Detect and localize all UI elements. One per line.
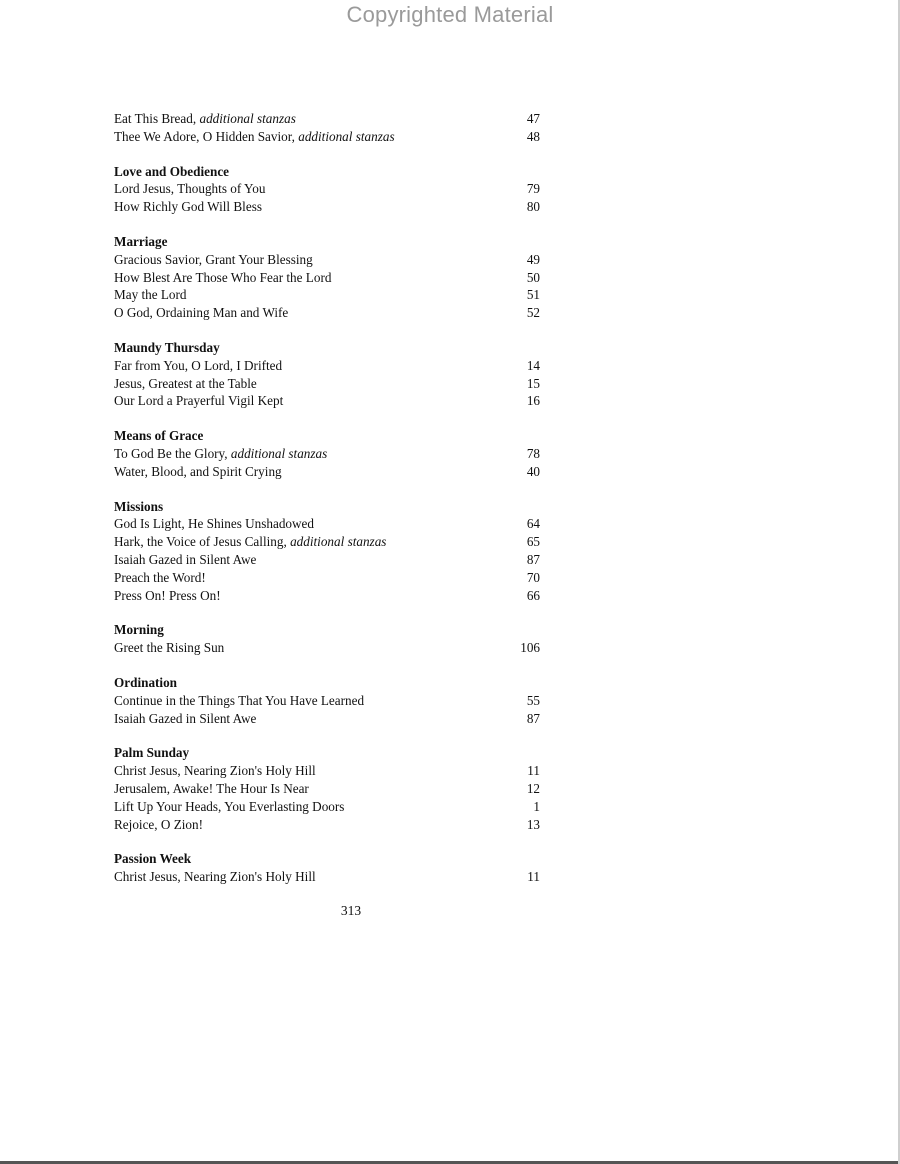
index-entry xyxy=(114,692,540,710)
entry-title: Hark, the Voice of Jesus Calling, xyxy=(114,534,291,550)
entry-title: Jerusalem, Awake! The Hour Is Near xyxy=(114,780,309,796)
entry-title: Far from You, O Lord, I Drifted xyxy=(114,357,283,373)
entry-title: O God, Ordaining Man and Wife xyxy=(114,305,289,321)
index-entry xyxy=(114,392,540,410)
hymn-number: 87 xyxy=(526,551,540,567)
hymn-number: 65 xyxy=(526,534,540,550)
section-heading: Love and Obedience xyxy=(114,163,230,179)
hymn-number: 40 xyxy=(526,463,540,479)
index-entry xyxy=(114,286,540,304)
index-entry xyxy=(114,780,540,798)
index-entry xyxy=(114,587,540,605)
entry-title: Gracious Savior, Grant Your Blessing xyxy=(114,251,313,267)
hymn-number: 12 xyxy=(526,780,540,796)
hymn-number: 16 xyxy=(526,393,540,409)
section-heading: Means of Grace xyxy=(114,428,204,444)
index-entry xyxy=(114,251,540,269)
hymn-number: 70 xyxy=(526,569,540,585)
hymn-number: 11 xyxy=(527,869,540,885)
continued-entries xyxy=(114,110,540,146)
index-section xyxy=(114,850,540,886)
index-section xyxy=(114,621,540,657)
section-heading: Palm Sunday xyxy=(114,745,190,761)
hymn-number: 48 xyxy=(526,128,540,144)
index-entry xyxy=(114,551,540,569)
hymn-number: 64 xyxy=(526,516,540,532)
entry-title: Isaiah Gazed in Silent Awe xyxy=(114,710,257,726)
hymn-number: 55 xyxy=(526,692,540,708)
section-heading: Passion Week xyxy=(114,851,192,867)
entry-title: Isaiah Gazed in Silent Awe xyxy=(114,551,257,567)
hymn-number: 80 xyxy=(526,199,540,215)
index-entry xyxy=(114,463,540,481)
index-section xyxy=(114,674,540,727)
hymn-number: 106 xyxy=(520,640,540,656)
section-heading: Ordination xyxy=(114,674,178,690)
hymn-number: 66 xyxy=(526,587,540,603)
hymn-number: 14 xyxy=(526,357,540,373)
index-entry xyxy=(114,357,540,375)
index-section xyxy=(114,498,540,605)
index-section xyxy=(114,233,540,322)
index-entry xyxy=(114,375,540,393)
entry-title: Water, Blood, and Spirit Crying xyxy=(114,463,282,479)
index-entry xyxy=(114,798,540,816)
entry-title: God Is Light, He Shines Unshadowed xyxy=(114,516,314,532)
index-entry xyxy=(114,198,540,216)
hymn-number: 50 xyxy=(526,269,540,285)
entry-title: How Blest Are Those Who Fear the Lord xyxy=(114,269,332,285)
entry-title: Jesus, Greatest at the Table xyxy=(114,375,257,391)
section-heading: Marriage xyxy=(114,233,168,249)
index-entry xyxy=(114,868,540,886)
entry-title: Rejoice, O Zion! xyxy=(114,816,203,832)
index-section xyxy=(114,163,540,216)
hymn-number: 11 xyxy=(527,763,540,779)
topical-index xyxy=(114,110,540,886)
index-entry xyxy=(114,445,540,463)
hymn-number: 15 xyxy=(526,375,540,391)
hymn-number: 1 xyxy=(533,798,540,814)
entry-title: Christ Jesus, Nearing Zion's Holy Hill xyxy=(114,869,316,885)
index-entry xyxy=(114,110,540,128)
entry-title: Lift Up Your Heads, You Everlasting Doors xyxy=(114,798,345,814)
entry-title: Preach the Word! xyxy=(114,569,206,585)
entry-note: additional stanzas xyxy=(199,111,296,126)
hymn-number: 49 xyxy=(526,251,540,267)
entry-title: Continue in the Things That You Have Learned xyxy=(114,692,365,708)
entry-note: additional stanzas xyxy=(230,445,328,461)
section-heading: Morning xyxy=(114,622,164,638)
hymn-number: 13 xyxy=(526,816,540,832)
hymn-number: 87 xyxy=(526,710,540,726)
hymn-number: 78 xyxy=(526,445,540,461)
entry-title: Press On! Press On! xyxy=(114,587,221,603)
entry-title: Greet the Rising Sun xyxy=(114,640,225,656)
index-entry xyxy=(114,816,540,834)
index-entry xyxy=(114,762,540,780)
index-entry xyxy=(114,269,540,287)
index-entry xyxy=(114,304,540,322)
section-heading: Missions xyxy=(114,498,164,514)
index-entry xyxy=(114,128,540,146)
entry-title: Christ Jesus, Nearing Zion's Holy Hill xyxy=(114,763,316,779)
index-entry xyxy=(114,515,540,533)
copyright-watermark: Copyrighted Material xyxy=(346,2,554,27)
index-sections xyxy=(114,163,540,886)
index-entry xyxy=(114,533,540,551)
entry-note: additional stanzas xyxy=(290,534,387,550)
index-entry xyxy=(114,180,540,198)
entry-title: Thee We Adore, O Hidden Savior, xyxy=(114,128,299,144)
page-number: 313 xyxy=(340,903,362,918)
entry-title: Eat This Bread, xyxy=(114,111,200,126)
index-entry xyxy=(114,639,540,657)
hymn-number: 52 xyxy=(526,305,540,321)
hymn-number: 51 xyxy=(526,287,540,303)
index-section xyxy=(114,744,540,833)
entry-title: Lord Jesus, Thoughts of You xyxy=(114,181,266,197)
entry-title: How Richly God Will Bless xyxy=(114,199,262,215)
index-section xyxy=(114,427,540,480)
index-section xyxy=(114,339,540,410)
entry-title: Our Lord a Prayerful Vigil Kept xyxy=(114,393,284,409)
entry-title: To God Be the Glory, xyxy=(114,445,231,461)
hymn-number: 47 xyxy=(526,111,540,126)
hymn-number: 79 xyxy=(526,181,540,197)
index-entry xyxy=(114,569,540,587)
section-heading: Maundy Thursday xyxy=(114,339,220,355)
entry-note: additional stanzas xyxy=(298,128,395,144)
entry-title: May the Lord xyxy=(114,287,187,303)
index-entry xyxy=(114,710,540,728)
